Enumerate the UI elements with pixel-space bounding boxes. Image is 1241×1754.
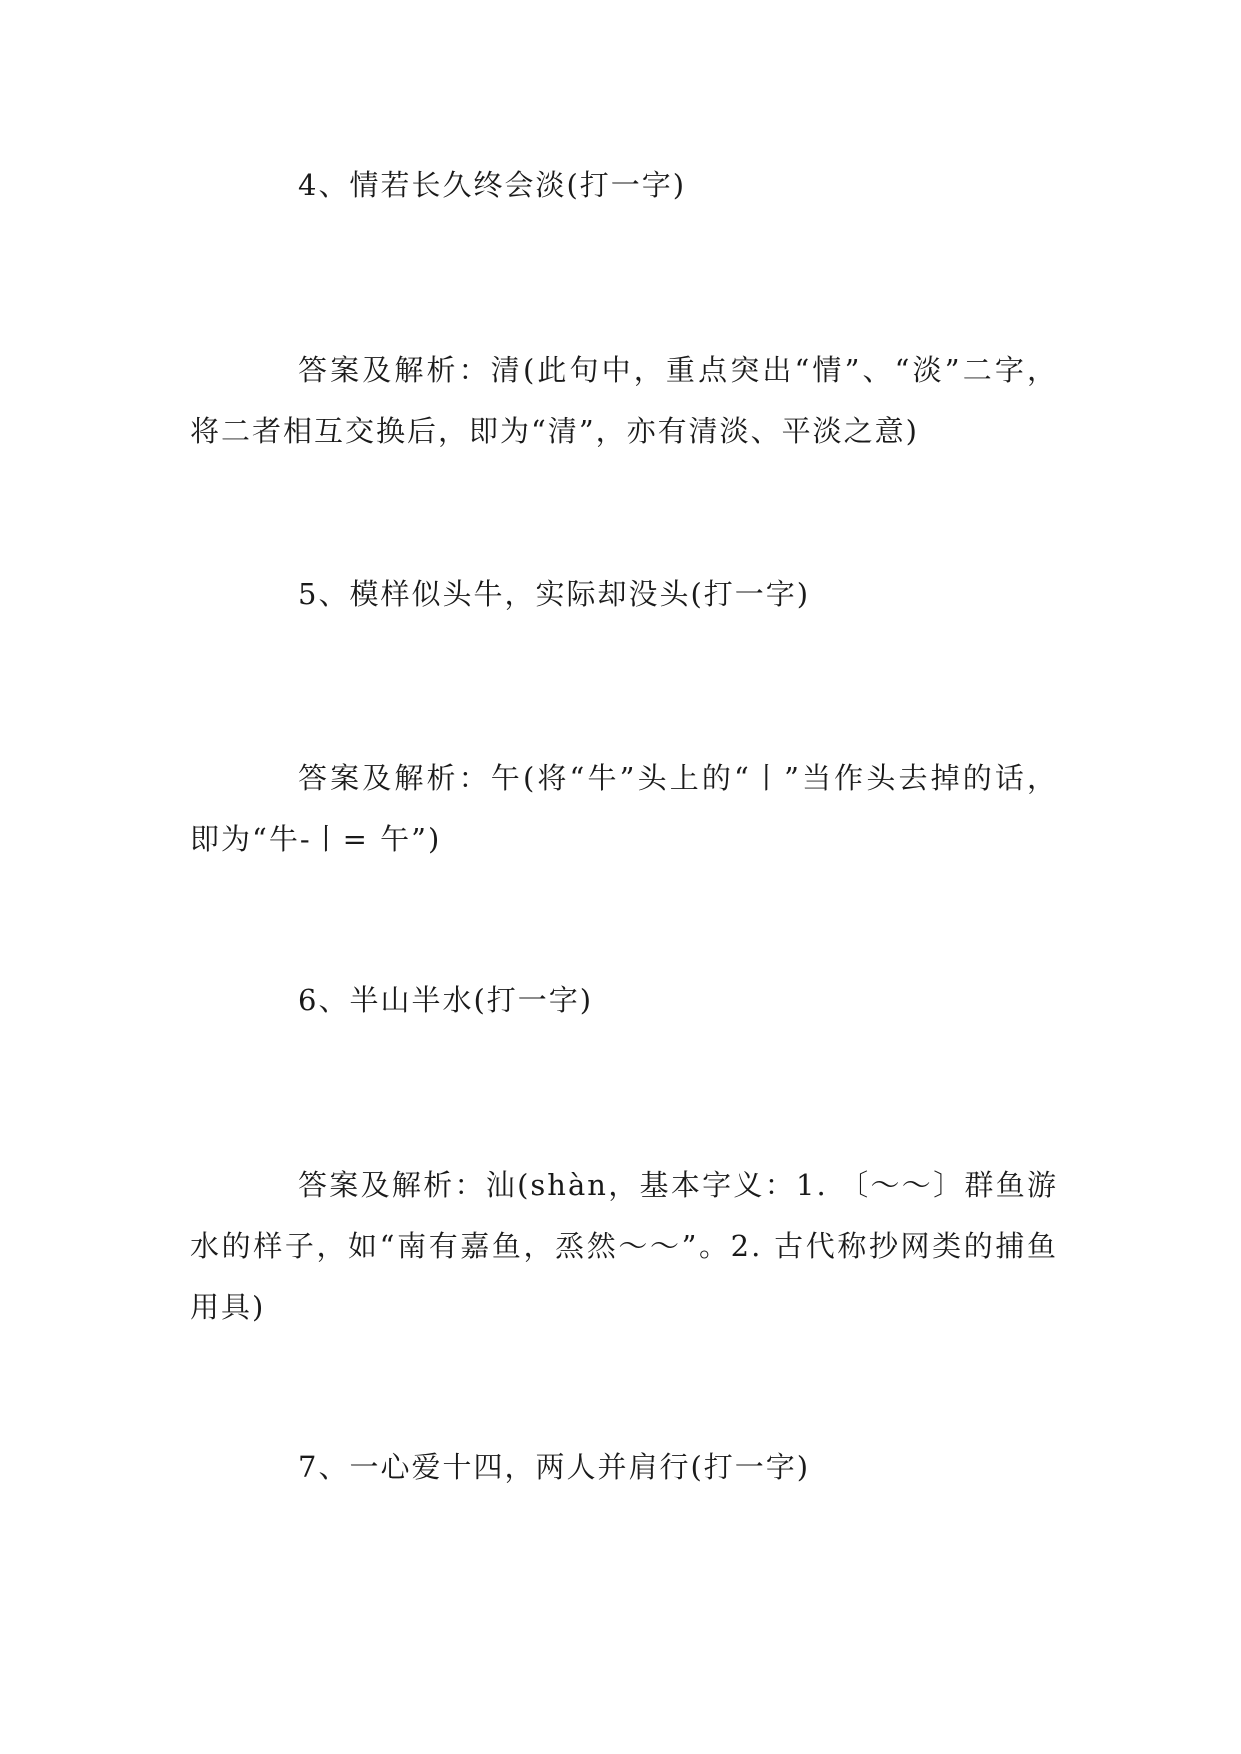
riddle-question-6: 6、半山半水(打一字): [298, 983, 594, 1017]
riddle-answer-6: 答案及解析：汕(shàn，基本字义：1. 〔～～〕群鱼游水的样子，如“南有嘉鱼，烝然～～”。2. 古代称抄网类的捕鱼用具): [190, 1168, 1058, 1324]
riddle-answer-5: 答案及解析：午(将“牛”头上的“丨”当作头去掉的话，即为“牛-丨= 午”): [190, 761, 1058, 856]
riddle-question-5: 5、模样似头牛，实际却没头(打一字): [298, 577, 811, 611]
riddle-question-4: 4、情若长久终会淡(打一字): [298, 168, 687, 202]
riddle-answer-4: 答案及解析：清(此句中，重点突出“情”、“淡”二字，将二者相互交换后，即为“清”，亦有清淡、平淡之意): [190, 353, 1058, 448]
riddle-question-7: 7、一心爱十四，两人并肩行(打一字): [298, 1450, 811, 1484]
